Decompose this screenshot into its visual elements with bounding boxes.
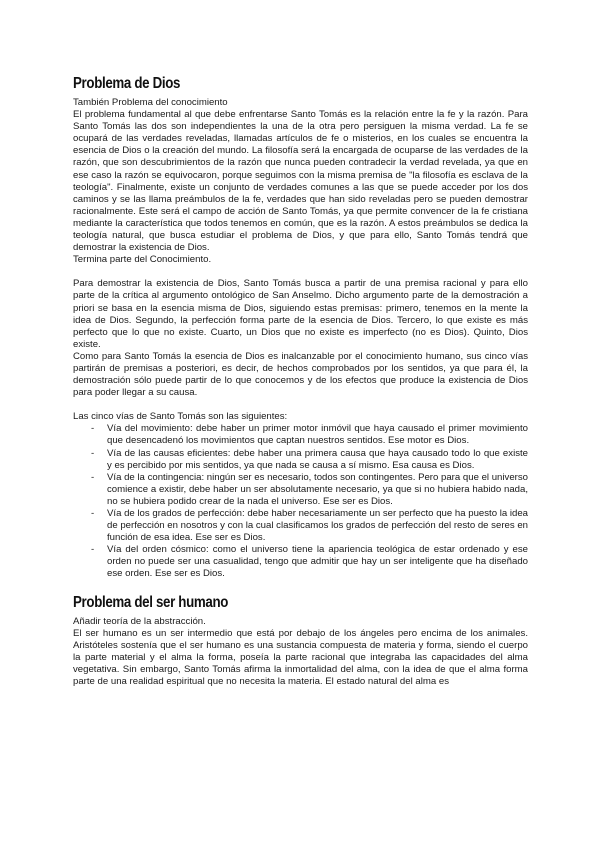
paragraph-argumento-ontologico: Para demostrar la existencia de Dios, Santo Tomás busca a partir de una premisa racional y para ello parte de la crítica al argumento ontológico de San Anselmo. Dicho argumento parte de la demostración a priori se basa en la esencia misma de Dios, siguiendo estas premisas: primero, tenemos en la mente la idea de Dios. Segundo, la perfección forma parte de la esencia de Dios. Tercero, lo que existe es más perfecto que lo que no existe. Cuarto, un Dios que no existe es imperfecto (no es Dios). Quinto, Dios existe. — [73, 278, 528, 350]
note-problema-conocimiento: También Problema del conocimiento — [73, 97, 228, 108]
document-page — [73, 74, 528, 688]
paragraph-ser-humano: El ser humano es un ser intermedio que está por debajo de los ángeles pero encima de los animales. Aristóteles sostenía que el ser humano es una sustancia compuesta de materia y forma, siendo el cuerpo la parte material y el alma la forma, poseía la parte racional que integraba las capacidades del alma vegetativa. Sin embargo, Santo Tomás afirma la inmortalidad del alma, con la idea de que el alma forma parte de una realidad espiritual que no necesita la materia. El estado natural del alma es — [73, 627, 528, 688]
paragraph-gap — [73, 266, 528, 278]
list-item-via-grados-perfeccion: - Vía de los grados de perfección: debe haber necesariamente un ser perfecto que ha puesto la idea de perfección en nosotros y con la cual clasificamos los grados de perfección del resto de seres en función de esa idea. Ese ser es Dios. — [73, 508, 528, 544]
list-item-via-movimiento: - Vía del movimiento: debe haber un primer motor inmóvil que haya causado el primer movimiento que desencadenó los movimientos que captan nuestros sentidos. Ese motor es Dios. — [73, 423, 528, 447]
list-item-via-contingencia: - Vía de la contingencia: ningún ser es necesario, todos son contingentes. Pero para que el universo comience a existir, debe haber un ser absolutamente necesario, ya que si no hubiera habido nada, no se hubiera podido crear de la nada el universo. Ese ser es Dios. — [73, 472, 528, 508]
vias-intro: Las cinco vías de Santo Tomás son las siguientes: — [73, 411, 288, 423]
heading-problema-de-dios: Problema de Dios — [73, 75, 181, 92]
list-item-via-orden-cosmico: - Vía del orden cósmico: como el universo tiene la apariencia teológica de estar ordenado y ese orden no puede ser una casualidad, tengo que admitir que hay un ser inteligente que ha diseñado ese orden. Ese ser es Dios. — [73, 544, 528, 580]
paragraph-premisas-posteriori: Como para Santo Tomás la esencia de Dios es inalcanzable por el conocimiento humano, sus cinco vías partirán de premisas a posteriori, es decir, de hechos comprobados por los sentidos, ya que para él, la demostración sólo puede partir de lo que conocemos y de los efectos que produce la existencia de Dios para poder llegar a su causa. — [73, 350, 528, 399]
paragraph-fe-razon: El problema fundamental al que debe enfrentarse Santo Tomás es la relación entre la fe y la razón. Para Santo Tomás las dos son independientes la una de la otra pero persiguen la misma verdad. La fe se ocupará de las verdades reveladas, llamadas artículos de fe o misterios, en los cuales se encuentra la esencia de Dios o la creación del mundo. La filosofía será la encargada de ocuparse de las verdades de la razón, que son descubrimientos de la razón que nunca pueden contradecir la verdad revelada, ya que en ese caso la razón se equivocaron, porque seguimos con la misma premisa de "la filosofía es esclava de la teología". Finalmente, existe un conjunto de verdades comunes a las que se puede acceder por los dos caminos y se las llama preámbulos de la fe, verdades que han sido reveladas pero se pueden demostrar racionalmente. Este será el campo de acción de Santo Tomás, ya que permite convencer de la fe cristiana mediante la característica que todos tenemos en común, que es la razón. A estos preámbulos se dedica la teología natural, que busca estudiar el problema de Dios, y que para ello, Santo Tomás tendrá que demostrar la existencia de Dios. — [73, 109, 528, 254]
cinco-vias-list — [73, 423, 528, 580]
heading-problema-ser-humano: Problema del ser humano — [73, 593, 229, 611]
note-termina-conocimiento: Termina parte del Conocimiento. — [73, 254, 212, 266]
paragraph-gap — [73, 399, 528, 411]
note-teoria-abstraccion: Añadir teoría de la abstracción. — [73, 615, 206, 627]
list-item-via-causas-eficientes: - Vía de las causas eficientes: debe haber una primera causa que haya causado todo lo que existe y es percibido por mis sentidos, ya que nada se causa a sí mismo. Esa causa es Dios. — [73, 448, 528, 472]
